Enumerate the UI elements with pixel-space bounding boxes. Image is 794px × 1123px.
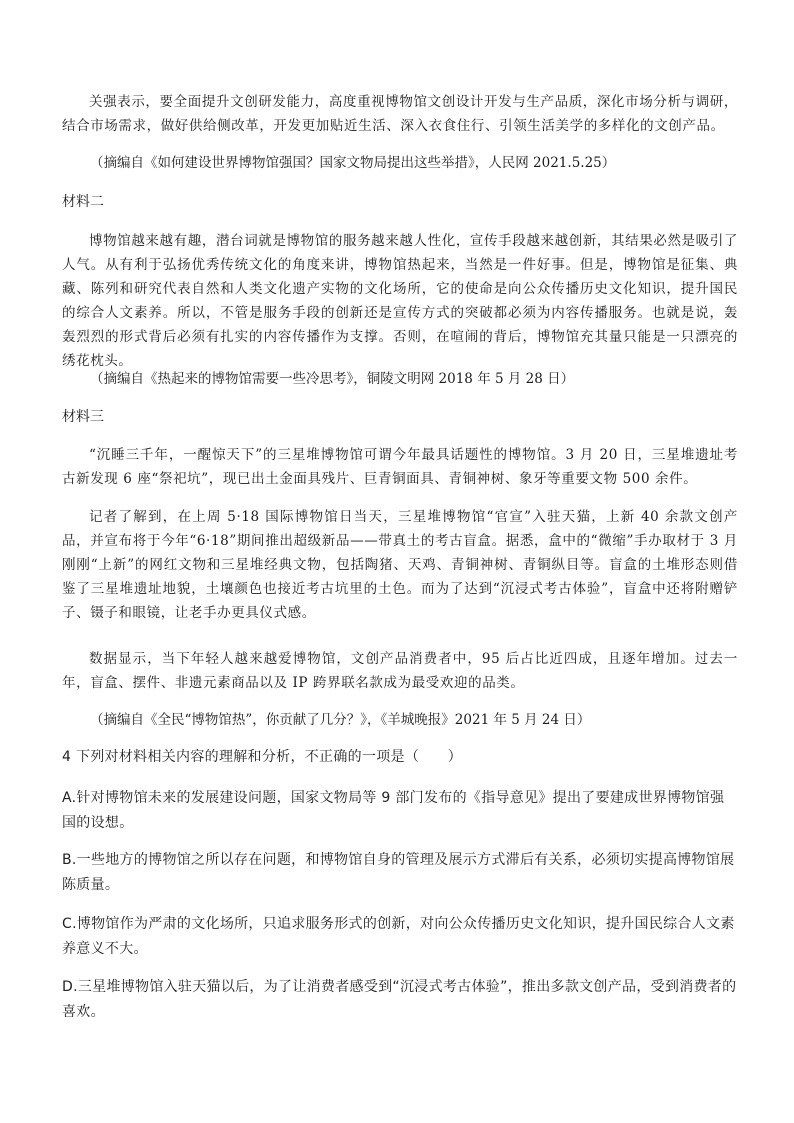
material3-source: （摘编自《全民“博物馆热”，你贡献了几分？》，《羊城晚报》2021 年 5 月 24 日） xyxy=(90,712,591,728)
material3-paragraph-3: 数据显示，当下年轻人越来越爱博物馆，文创产品消费者中，95 后占比近四成，且逐年增加。过去一年，盲盒、摆件、非遗元素商品以及 IP 跨界联名款成为最受欢迎的品类。 xyxy=(62,651,738,691)
material3-paragraph-2: 记者了解到，在上周 5·18 国际博物馆日当天，三星堆博物馆“官宣”入驻天猫，上新 40 余款文创产品，并宣布将于今年“6·18”期间推出超级新品——带真土的考古盲盒。据悉，盒中的“微缩”手办取材于 3 月刚刚“上新”的网红文物和三星堆经典文物，包括陶猪、天鸡、青铜神树、青铜纵目等。盲盒的土堆形态则借鉴了三星堆遗址地貌，土壤颜色也接近考古坑里的土色。而为了达到“沉浸式考古体验”，盲盒中还将附赠铲子、镊子和眼镜，让老手办更具仪式感。 xyxy=(62,509,738,621)
material2-paragraph: 博物馆越来越有趣，潜台词就是博物馆的服务越来越人性化，宣传手段越来越创新，其结果必然是吸引了人气。从有利于弘扬优秀传统文化的角度来讲，博物馆热起来，当然是一件好事。但是，博物馆是征集、典藏、陈列和研究代表自然和人类文化遗产实物的文化场所，它的使命是向公众传播历史文化知识，提升国民的综合人文素养。所以，不管是服务手段的创新还是宣传方式的突破都必须为内容传播服务。也就是说，轰轰烈烈的形式背后必须有扎实的内容传播作为支撑。否则，在喧闹的背后，博物馆充其量只能是一只漂亮的绣花枕头。 xyxy=(62,233,738,369)
option-d: D.三星堆博物馆入驻天猫以后，为了让消费者感受到“沉浸式考古体验”，推出多款文创产品，受到消费者的喜欢。 xyxy=(62,979,737,1020)
material3-heading: 材料三 xyxy=(62,409,104,425)
material2-source: （摘编自《热起来的博物馆需要一些冷思考》，铜陵文明网 2018 年 5 月 28 日） xyxy=(90,371,575,387)
material2-heading: 材料二 xyxy=(62,194,104,210)
material1-tail-paragraph: 关强表示，要全面提升文创研发能力，高度重视博物馆文创设计开发与生产品质，深化市场分析与调研，结合市场需求，做好供给侧改革，开发更加贴近生活、深入衣食住行、引领生活美学的多样化的文创产品。 xyxy=(62,94,738,134)
option-a: A.针对博物馆未来的发展建设问题，国家文物局等 9 部门发布的《指导意见》提出了要建成世界博物馆强国的设想。 xyxy=(62,790,725,831)
material3-paragraph-1: “沉睡三千年，一醒惊天下”的三星堆博物馆可谓今年最具话题性的博物馆。3 月 20 日，三星堆遗址考古新发现 6 座“祭祀坑”，现已出土金面具残片、巨青铜面具、青铜神树、象牙等重要文物 500 余件。 xyxy=(62,447,738,487)
option-c: C.博物馆作为严肃的文化场所，只追求服务形式的创新，对向公众传播历史文化知识，提升国民综合人文素养意义不大。 xyxy=(62,916,735,957)
material1-source: （摘编自《如何建设世界博物馆强国？国家文物局提出这些举措》，人民网 2021.5.25） xyxy=(90,155,616,171)
question-stem: 4 下列对材料相关内容的理解和分析，不正确的一项是（ ） xyxy=(62,749,463,765)
option-b: B.一些地方的博物馆之所以存在问题，和博物馆自身的管理及展示方式滞后有关系，必须切实提高博物馆展陈质量。 xyxy=(62,852,735,893)
